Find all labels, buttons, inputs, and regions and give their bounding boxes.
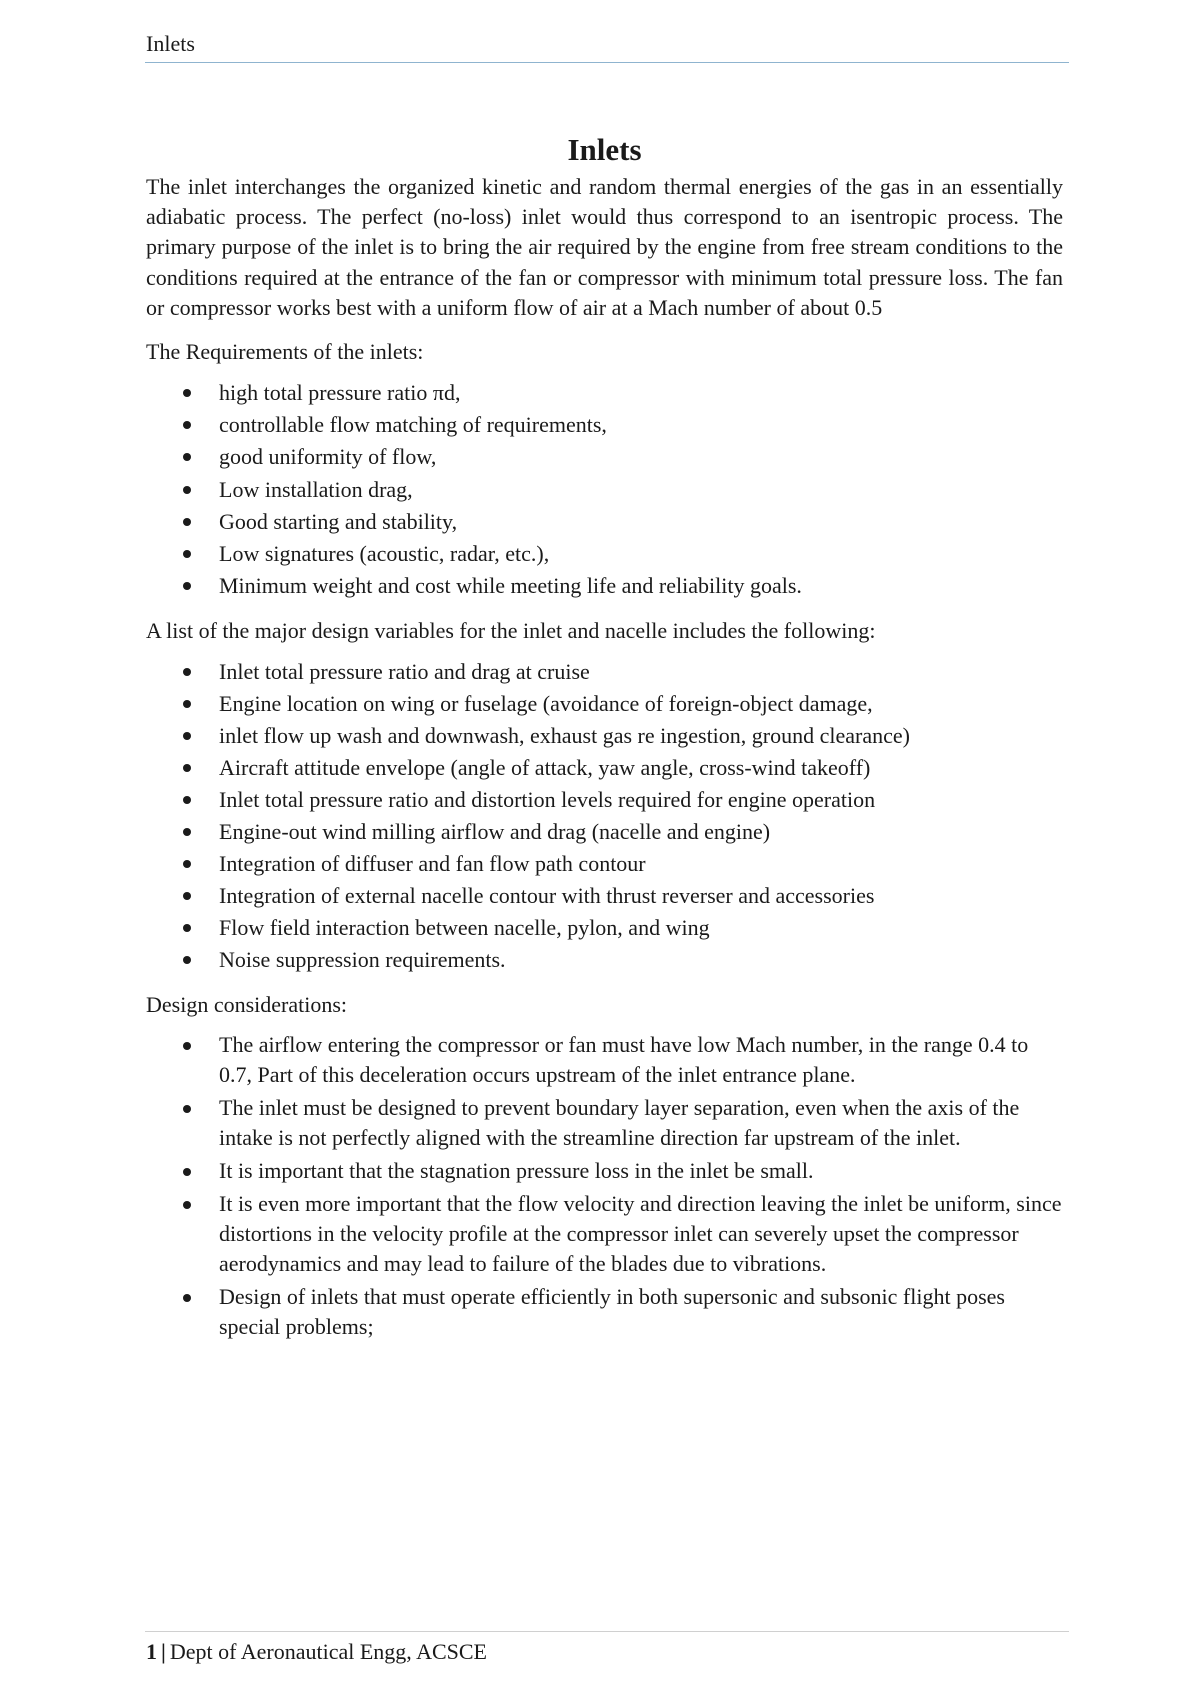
list-item: Inlet total pressure ratio and drag at cruise <box>219 659 590 685</box>
intro-paragraph: The inlet interchanges the organized kinetic and random thermal energies of the gas in an essentially adiabatic process. The perfect (no-loss) inlet would thus correspond to an isentropic process. The primary purpose of the inlet is to bring the air required by the engine from free stream conditions to the conditions required at the entrance of the fan or compressor with minimum total pressure loss. The fan or compressor works best with a uniform flow of air at a Mach number of about 0.5 <box>146 174 1063 320</box>
list-item: It is even more important that the flow velocity and direction leaving the inlet be uniform, since distortions in the velocity profile at the compressor inlet can severely upset the compressor aerodynamics and may lead to failure of the blades due to vibrations. <box>219 1191 1062 1277</box>
design-variables-list <box>146 656 1063 976</box>
list-item: inlet flow up wash and downwash, exhaust gas re ingestion, ground clearance) <box>219 723 910 749</box>
list-item: Flow field interaction between nacelle, pylon, and wing <box>219 915 710 941</box>
list-item: high total pressure ratio πd, <box>219 380 461 406</box>
footer-department: Dept of Aeronautical Engg, ACSCE <box>169 1639 487 1664</box>
list-item: Noise suppression requirements. <box>219 947 506 973</box>
document-body <box>146 130 1063 1345</box>
list-item: Minimum weight and cost while meeting life and reliability goals. <box>219 573 802 599</box>
document-title: Inlets <box>567 132 642 167</box>
list-item: Integration of external nacelle contour with thrust reverser and accessories <box>219 883 875 909</box>
requirements-heading: The Requirements of the inlets: <box>146 339 424 365</box>
running-header-title: Inlets <box>146 31 195 56</box>
page-number: 1 <box>146 1639 157 1664</box>
list-item: Inlet total pressure ratio and distortion levels required for engine operation <box>219 787 876 813</box>
requirements-list <box>146 377 1063 602</box>
list-item: Engine-out wind milling airflow and drag (nacelle and engine) <box>219 819 771 845</box>
list-item: good uniformity of flow, <box>219 444 437 470</box>
list-item: Low signatures (acoustic, radar, etc.), <box>219 541 550 567</box>
list-item: Aircraft attitude envelope (angle of attack, yaw angle, cross-wind takeoff) <box>219 755 871 781</box>
list-item: Engine location on wing or fuselage (avoidance of foreign-object damage, <box>219 691 873 717</box>
variables-heading: A list of the major design variables for the inlet and nacelle includes the following: <box>146 618 876 644</box>
header-divider <box>145 62 1069 63</box>
considerations-heading: Design considerations: <box>146 992 348 1018</box>
footer-divider <box>145 1631 1069 1632</box>
footer-separator: | <box>161 1639 166 1664</box>
list-item: Low installation drag, <box>219 476 413 502</box>
list-item: Good starting and stability, <box>219 508 458 534</box>
list-item: It is important that the stagnation pressure loss in the inlet be small. <box>219 1158 814 1184</box>
list-item: The inlet must be designed to prevent boundary layer separation, even when the axis of the intake is not perfectly aligned with the streamline direction far upstream of the inlet. <box>219 1095 1020 1151</box>
design-considerations-list <box>146 1030 1063 1342</box>
list-item: controllable flow matching of requirements, <box>219 412 607 438</box>
list-item: Integration of diffuser and fan flow path contour <box>219 851 646 877</box>
list-item: The airflow entering the compressor or fan must have low Mach number, in the range 0.4 to 0.7, Part of this deceleration occurs upstream of the inlet entrance plane. <box>219 1032 1029 1088</box>
list-item: Design of inlets that must operate efficiently in both supersonic and subsonic flight poses special problems; <box>219 1284 1005 1340</box>
page-footer <box>146 1639 487 1665</box>
